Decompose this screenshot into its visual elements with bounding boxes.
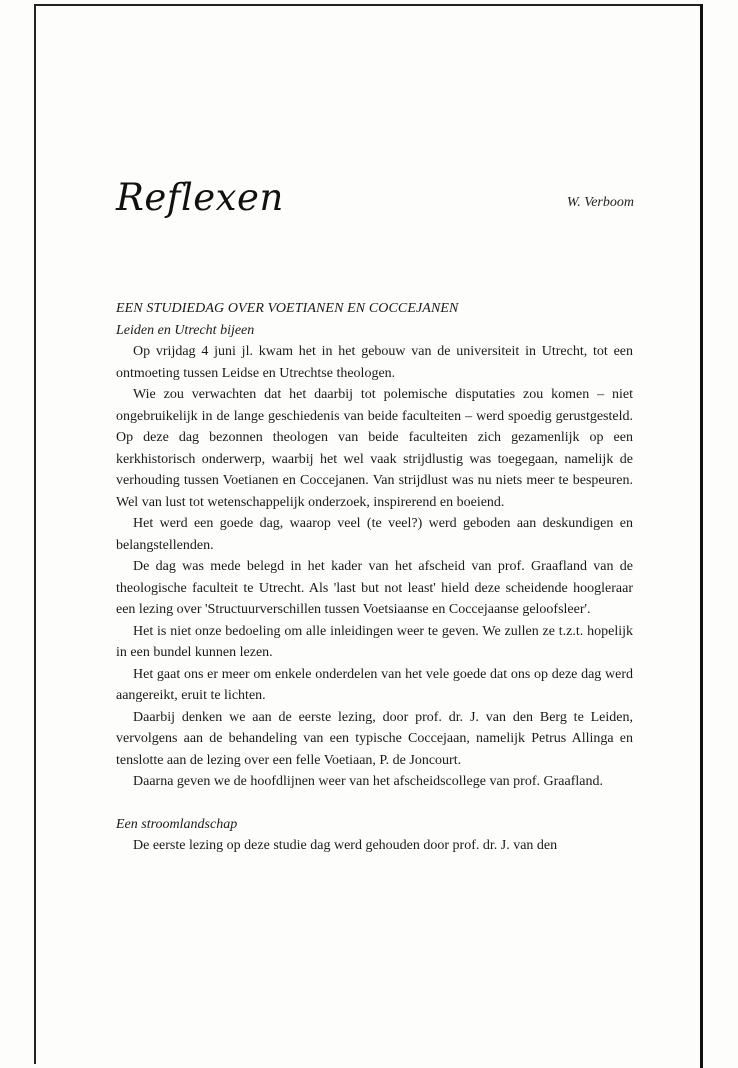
paragraph: Daarna geven we de hoofdlijnen weer van het afscheidscollege van prof. Graafland. [133,774,603,789]
paragraph: Op vrijdag 4 juni jl. kwam het in het gebouw van de universiteit in Utrecht, tot een ontmoeting tussen Leidse en Utrechtse theologen. [116,344,633,381]
paragraph: Het is niet onze bedoeling om alle inleidingen weer te geven. We zullen ze t.z.t. hopelijk in een bundel kunnen lezen. [116,623,633,660]
page-border-top [34,4,702,6]
page-border-left [34,4,36,1064]
paragraph: Wie zou verwachten dat het daarbij tot polemische disputaties zou komen – niet ongebruikelijk in de lange geschiedenis van beide faculteiten – werd spoedig gerustgesteld. Op deze dag bezonnen theologen van beide faculteiten zich gezamenlijk op een kerkhistorisch onderwerp, waarbij het wel vaak strijdlustig was toegegaan, namelijk de verhouding tussen Voetianen en Coccejanen. Van strijdlust was nu niets meer te bespeuren. Wel van lust tot wetenschappelijk onderzoek, inspirerend en boeiend. [116,387,633,510]
paragraph: De eerste lezing op deze studie dag werd gehouden door prof. dr. J. van den [133,838,558,853]
article-body [116,298,633,857]
paragraph: De dag was mede belegd in het kader van het afscheid van prof. Graafland van de theologische faculteit te Utrecht. Als 'last but not least' hield deze scheidende hoogleraar een lezing over 'Structuurverschillen tussen Voetsiaanse en Coccejaanse geloofsleer'. [116,559,633,617]
paragraph: Daarbij denken we aan de eerste lezing, door prof. dr. J. van den Berg te Leiden, vervolgens aan de behandeling van een typische Coccejaan, namelijk Petrus Allinga en tenslotte aan de lezing over een felle Voetiaan, P. de Joncourt. [116,709,633,768]
author-name: W. Verboom [566,195,634,210]
section-header [116,176,636,226]
subheading: Leiden en Utrecht bijeen [116,322,255,338]
page-border-right [700,4,703,1068]
subheading: Een stroomlandschap [116,816,238,832]
paragraph: Het gaat ons er meer om enkele onderdelen van het vele goede dat ons op deze dag werd aangereikt, eruit te lichten. [116,666,633,703]
paragraph: Het werd een goede dag, waarop veel (te veel?) werd geboden aan deskundigen en belangstellenden. [116,516,633,553]
article-headline: EEN STUDIEDAG OVER VOETIANEN EN COCCEJANEN [116,301,459,316]
section-title: Reflexen [116,176,284,219]
